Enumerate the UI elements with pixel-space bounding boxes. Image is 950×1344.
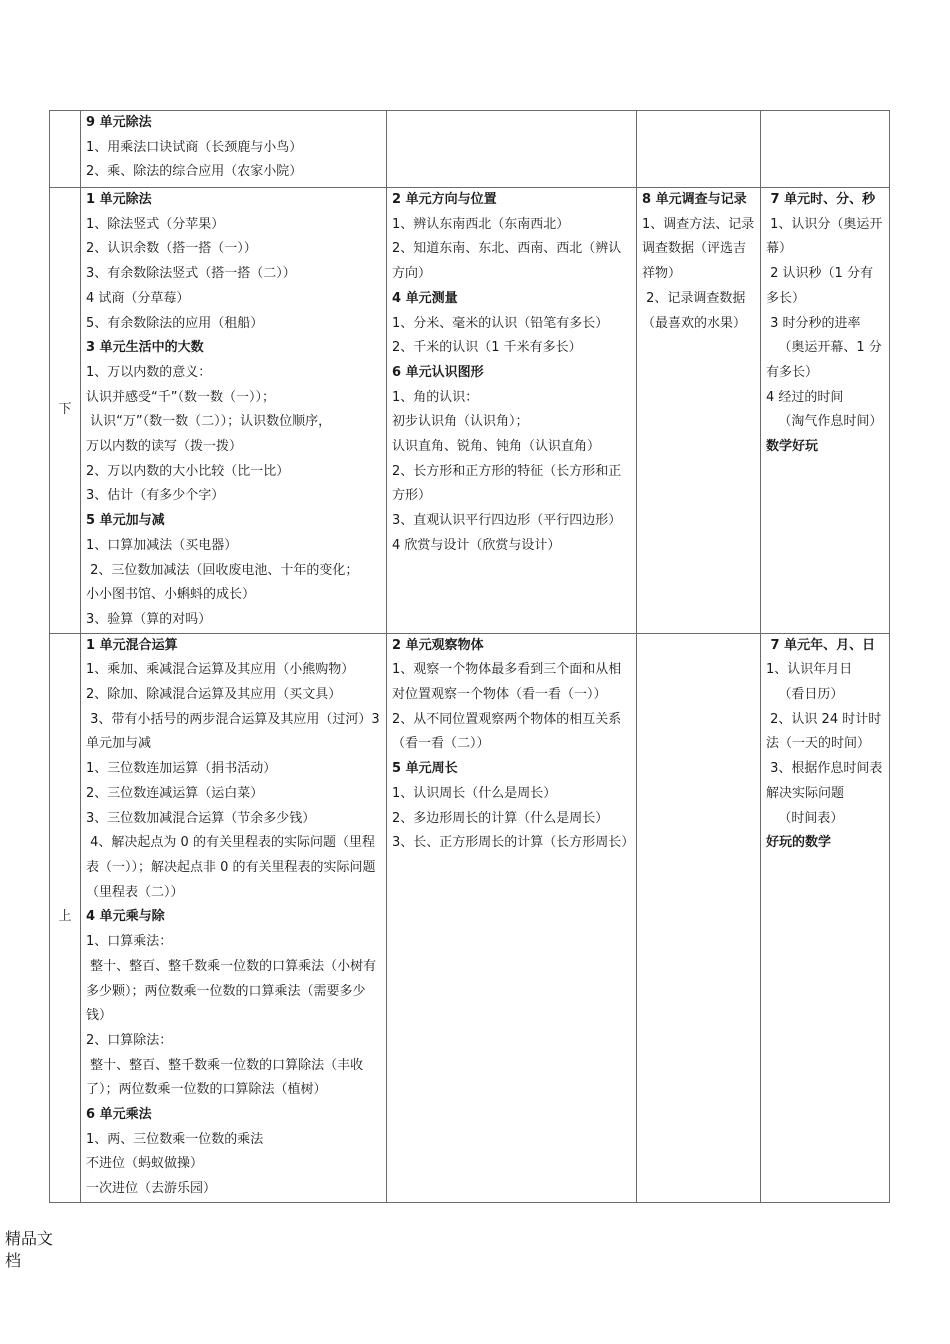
table-row-1 (50, 111, 890, 188)
unit-heading: 好玩的数学 (766, 835, 832, 851)
lesson-line: 2、长方形和正方形的特征（长方形和正方形） (392, 463, 622, 504)
unit-heading: 6 单元认识图形 (392, 364, 484, 380)
content-cell (637, 188, 761, 634)
unit-heading: 4 单元乘与除 (86, 909, 165, 925)
lesson-line: 2、多边形周长的计算（什么是周长） (392, 810, 609, 826)
lesson-line: 1、观察一个物体最多看到三个面和从相对位置观察一个物体（看一看（一）） (392, 662, 622, 703)
footer-note: 精品文档 (5, 1229, 54, 1270)
lesson-line: 2、认识 24 时计时法（一天的时间） (766, 711, 882, 752)
term-cell: 上 (50, 633, 81, 1202)
unit-heading: 4 单元测量 (392, 290, 458, 306)
lesson-line: 不进位（蚂蚁做操） (86, 1156, 204, 1172)
lesson-line: 2、千米的认识（1 千米有多长） (392, 340, 582, 356)
content-cell (637, 633, 761, 1202)
lesson-line: 1、三位数连加运算（捐书活动） (86, 761, 277, 777)
lesson-line: 1、口算乘法： (86, 934, 173, 950)
unit-heading: 1 单元除法 (86, 192, 152, 207)
lesson-line: 认识“万”（数一数（二））；认识数位顺序， (86, 414, 332, 430)
lesson-line: 1、分米、毫米的认识（铅笔有多长） (392, 315, 609, 331)
unit-heading: 2 单元观察物体 (392, 637, 484, 653)
lesson-line: 4 试商（分草莓） (86, 290, 190, 306)
unit-heading: 7 单元年、月、日 (766, 637, 876, 653)
lesson-line: 4 欣赏与设计（欣赏与设计） (392, 537, 561, 553)
lesson-line: 有多长） (766, 364, 819, 380)
lesson-line: 5、有余数除法的应用（租船） (86, 315, 264, 331)
content-cell (761, 188, 890, 634)
unit-heading: 2 单元方向与位置 (392, 192, 497, 207)
content-cell (761, 111, 890, 188)
lesson-line: 2、口算除法： (86, 1032, 173, 1048)
lesson-line: 2、认识余数（搭一搭（一）） (86, 241, 257, 257)
unit-heading: 1 单元混合运算 (86, 637, 178, 653)
lesson-line: 4、解决起点为 0 的有关里程表的实际问题（里程表（一））；解决起点非 0 的有关里程表的实际问题（里程表（二）） (86, 835, 376, 900)
unit-heading: 5 单元加与减 (86, 513, 165, 529)
lesson-line: 3、带有小括号的两步混合运算及其应用（过河）3 单元加与减 (86, 711, 384, 752)
lesson-line: 1、用乘法口诀试商（长颈鹿与小鸟） (86, 139, 303, 155)
lesson-line: 万以内数的读写（拨一拨） (86, 439, 243, 455)
lesson-line: 3、三位数加减混合运算（节余多少钱） (86, 810, 316, 826)
curriculum-table-body (50, 111, 890, 1203)
lesson-line: （奥运开幕、1 分 (766, 340, 882, 356)
lesson-line: 认识直角、锐角、钝角（认识直角） (392, 439, 601, 455)
unit-heading: 7 单元时、分、秒 (766, 192, 876, 207)
lesson-line: 1、除法竖式（分苹果） (86, 216, 225, 232)
table-row-3 (50, 633, 890, 1202)
lesson-line: 1、认识周长（什么是周长） (392, 785, 557, 801)
lesson-line: 1、两、三位数乘一位数的乘法 (86, 1131, 264, 1147)
lesson-line: 3、根据作息时间表解决实际问题 (766, 761, 883, 801)
lesson-line: 小小图书馆、小蝌蚪的成长） (86, 587, 256, 603)
lesson-line: 3 时分秒的进率 (766, 315, 861, 331)
lesson-line: （时间表） (766, 810, 844, 826)
curriculum-table (49, 110, 890, 1203)
lesson-line: 1、口算加减法（买电器） (86, 537, 238, 553)
content-cell (387, 633, 637, 1202)
lesson-line: 3、有余数除法竖式（搭一搭（二）） (86, 266, 296, 282)
lesson-line: 整十、整百、整千数乘一位数的口算除法（丰收了）；两位数乘一位数的口算除法（植树） (86, 1057, 364, 1098)
table-row-2 (50, 188, 890, 634)
lesson-line: 3、估计（有多少个字） (86, 488, 225, 504)
unit-heading: 9 单元除法 (86, 115, 152, 130)
lesson-line: 2、三位数连减运算（运白菜） (86, 785, 264, 801)
lesson-line: 2、乘、除法的综合应用（农家小院） (86, 164, 303, 180)
unit-heading: 3 单元生活中的大数 (86, 340, 204, 356)
term-cell (50, 111, 81, 188)
unit-heading: 6 单元乘法 (86, 1107, 152, 1123)
lesson-line: 1、认识分（奥运开幕） (766, 216, 883, 257)
lesson-line: 1、调查方法、记录调查数据（评选吉祥物） (642, 216, 755, 282)
unit-heading: 数学好玩 (766, 439, 819, 455)
lesson-line: 3、验算（算的对吗） (86, 611, 212, 627)
lesson-line: 2、记录调查数据（最喜欢的水果） (642, 290, 747, 331)
content-cell (387, 188, 637, 634)
content-cell (81, 633, 387, 1202)
lesson-line: 4 经过的时间 (766, 389, 844, 405)
unit-heading: 8 单元调查与记录 (642, 192, 747, 207)
lesson-line: 2、三位数加减法（回收废电池、十年的变化； (86, 562, 359, 578)
lesson-line: 1、认识年月日 (766, 662, 853, 678)
lesson-line: 1、角的认识： (392, 389, 479, 405)
content-cell (81, 111, 387, 188)
lesson-line: 2 认识秒（1 分有多长） (766, 266, 873, 306)
content-cell (637, 111, 761, 188)
lesson-line: 1、乘加、乘减混合运算及其应用（小熊购物） (86, 662, 355, 678)
lesson-line: 初步认识角（认识角）； (392, 414, 529, 430)
content-cell (387, 111, 637, 188)
lesson-line: （淘气作息时间） (766, 414, 883, 430)
unit-heading: 5 单元周长 (392, 761, 458, 777)
lesson-line: 1、万以内数的意义： (86, 364, 212, 380)
lesson-line: 认识并感受“千”（数一数（一））； (86, 389, 275, 405)
content-cell (761, 633, 890, 1202)
lesson-line: 整十、整百、整千数乘一位数的口算乘法（小树有多少颗）；两位数乘一位数的口算乘法（需要多少钱） (86, 958, 377, 1024)
lesson-line: 1、辨认东南西北（东南西北） (392, 216, 570, 232)
lesson-line: 2、万以内数的大小比较（比一比） (86, 463, 290, 479)
term-cell: 下 (50, 188, 81, 634)
lesson-line: 2、除加、除减混合运算及其应用（买文具） (86, 687, 342, 703)
lesson-line: （看日历） (766, 687, 844, 703)
lesson-line: 2、从不同位置观察两个物体的相互关系（看一看（二）） (392, 711, 622, 752)
content-cell (81, 188, 387, 634)
lesson-line: 3、长、正方形周长的计算（长方形周长） (392, 835, 635, 851)
lesson-line: 3、直观认识平行四边形（平行四边形） (392, 513, 622, 529)
lesson-line: 一次进位（去游乐园） (86, 1181, 217, 1197)
lesson-line: 2、知道东南、东北、西南、西北（辨认方向） (392, 241, 622, 282)
